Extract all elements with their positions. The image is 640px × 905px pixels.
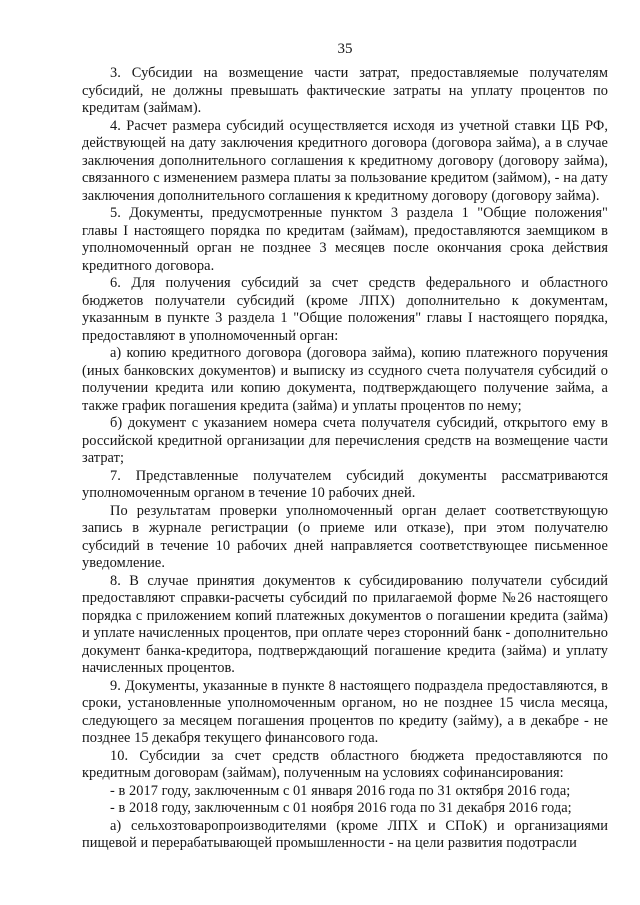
paragraph-7-review-period: 7. Представленные получателем субсидий документы рассматриваются уполномоченным органом в течение 10 рабочих дней. — [82, 467, 608, 501]
paragraph-3-subsidy-limit: 3. Субсидии на возмещение части затрат, предоставляемые получателям субсидий, не должны превышать фактические затраты на уплату процентов по кредитам (займам). — [82, 65, 608, 116]
paragraph-6-additional-documents: 6. Для получения субсидий за счет средств федерального и областного бюджетов получатели субсидий (кроме ЛПХ) дополнительно к документам, указанным в пункте 3 раздела 1 "Общие положения" главы I настоящего порядка, предоставляют в уполномоченный орган: — [82, 275, 608, 344]
paragraph-6a-loan-documents: а) копию кредитного договора (договора займа), копию платежного поручения (иных банковских документов) и выписку из ссудного счета получателя субсидий о получении кредита или копию документа, подтверждающего получение займа, а также график погашения кредита (займа) и уплаты процентов по нему; — [82, 345, 608, 414]
page-number: 35 — [337, 41, 353, 57]
paragraph-9-submission-terms: 9. Документы, указанные в пункте 8 настоящего подраздела предоставляются, в сроки, установленные уполномоченным органом, но не позднее 15 числа месяца, следующего за месяцем погашения процентов по кредиту (займу), а в декабре - не позднее 15 декабря текущего финансового года. — [82, 677, 608, 746]
paragraph-10-cofinancing: 10. Субсидии за счет средств областного бюджета предоставляются по кредитным договорам (займам), полученным на условиях софинансирования: — [82, 747, 608, 781]
paragraph-10-period-2017: - в 2017 году, заключенным с 01 января 2016 года по 31 октября 2016 года; — [110, 782, 571, 799]
paragraph-8-calculation-certificates: 8. В случае принятия документов к субсидированию получатели субсидий предоставляют справки-расчеты субсидий по прилагаемой форме №26 настоящего порядка с приложением копий платежных документов о погашении кредита (займа) и уплате начисленных процентов, при оплате через сторонний банк - дополнительно документ банка-кредитора, подтверждающий погашение кредита (займа) и уплату начисленных процентов. — [82, 572, 608, 676]
paragraph-10-period-2018: - в 2018 году, заключенным с 01 ноября 2016 года по 31 декабря 2016 года; — [110, 800, 572, 816]
paragraph-7-review-result: По результатам проверки уполномоченный орган делает соответствующую запись в журнале регистрации (о приеме или отказе), при этом получателю субсидий в течение 10 рабочих дней направляется соответствующее письменное уведомление. — [82, 502, 608, 571]
paragraph-6b-account-document: б) документ с указанием номера счета получателя субсидий, открытого ему в российской кредитной организации для перечисления средств на возмещение части затрат; — [82, 415, 608, 466]
paragraph-5-documents-deadline: 5. Документы, предусмотренные пунктом 3 раздела 1 "Общие положения" главы I настоящего порядка по кредитам (займам), предоставляются заемщиком в уполномоченный орган не позднее 3 месяцев после окончания срока действия кредитного договора. — [82, 205, 608, 274]
paragraph-10a-producers: а) сельхозтоваропроизводителями (кроме ЛПХ и СПоК) и организациями пищевой и перерабатывающей промышленности - на цели развития подотрасли — [82, 817, 608, 851]
paragraph-4-subsidy-calculation: 4. Расчет размера субсидий осуществляется исходя из учетной ставки ЦБ РФ, действующей на дату заключения кредитного договора (договора займа), а в случае заключения дополнительного соглашения к кредитному договору (договору займа), связанного с изменением размера платы за пользование кредитом (займом), - на дату заключения дополнительного соглашения к кредитному договору (договору займа). — [82, 117, 608, 204]
document-body — [82, 65, 608, 853]
